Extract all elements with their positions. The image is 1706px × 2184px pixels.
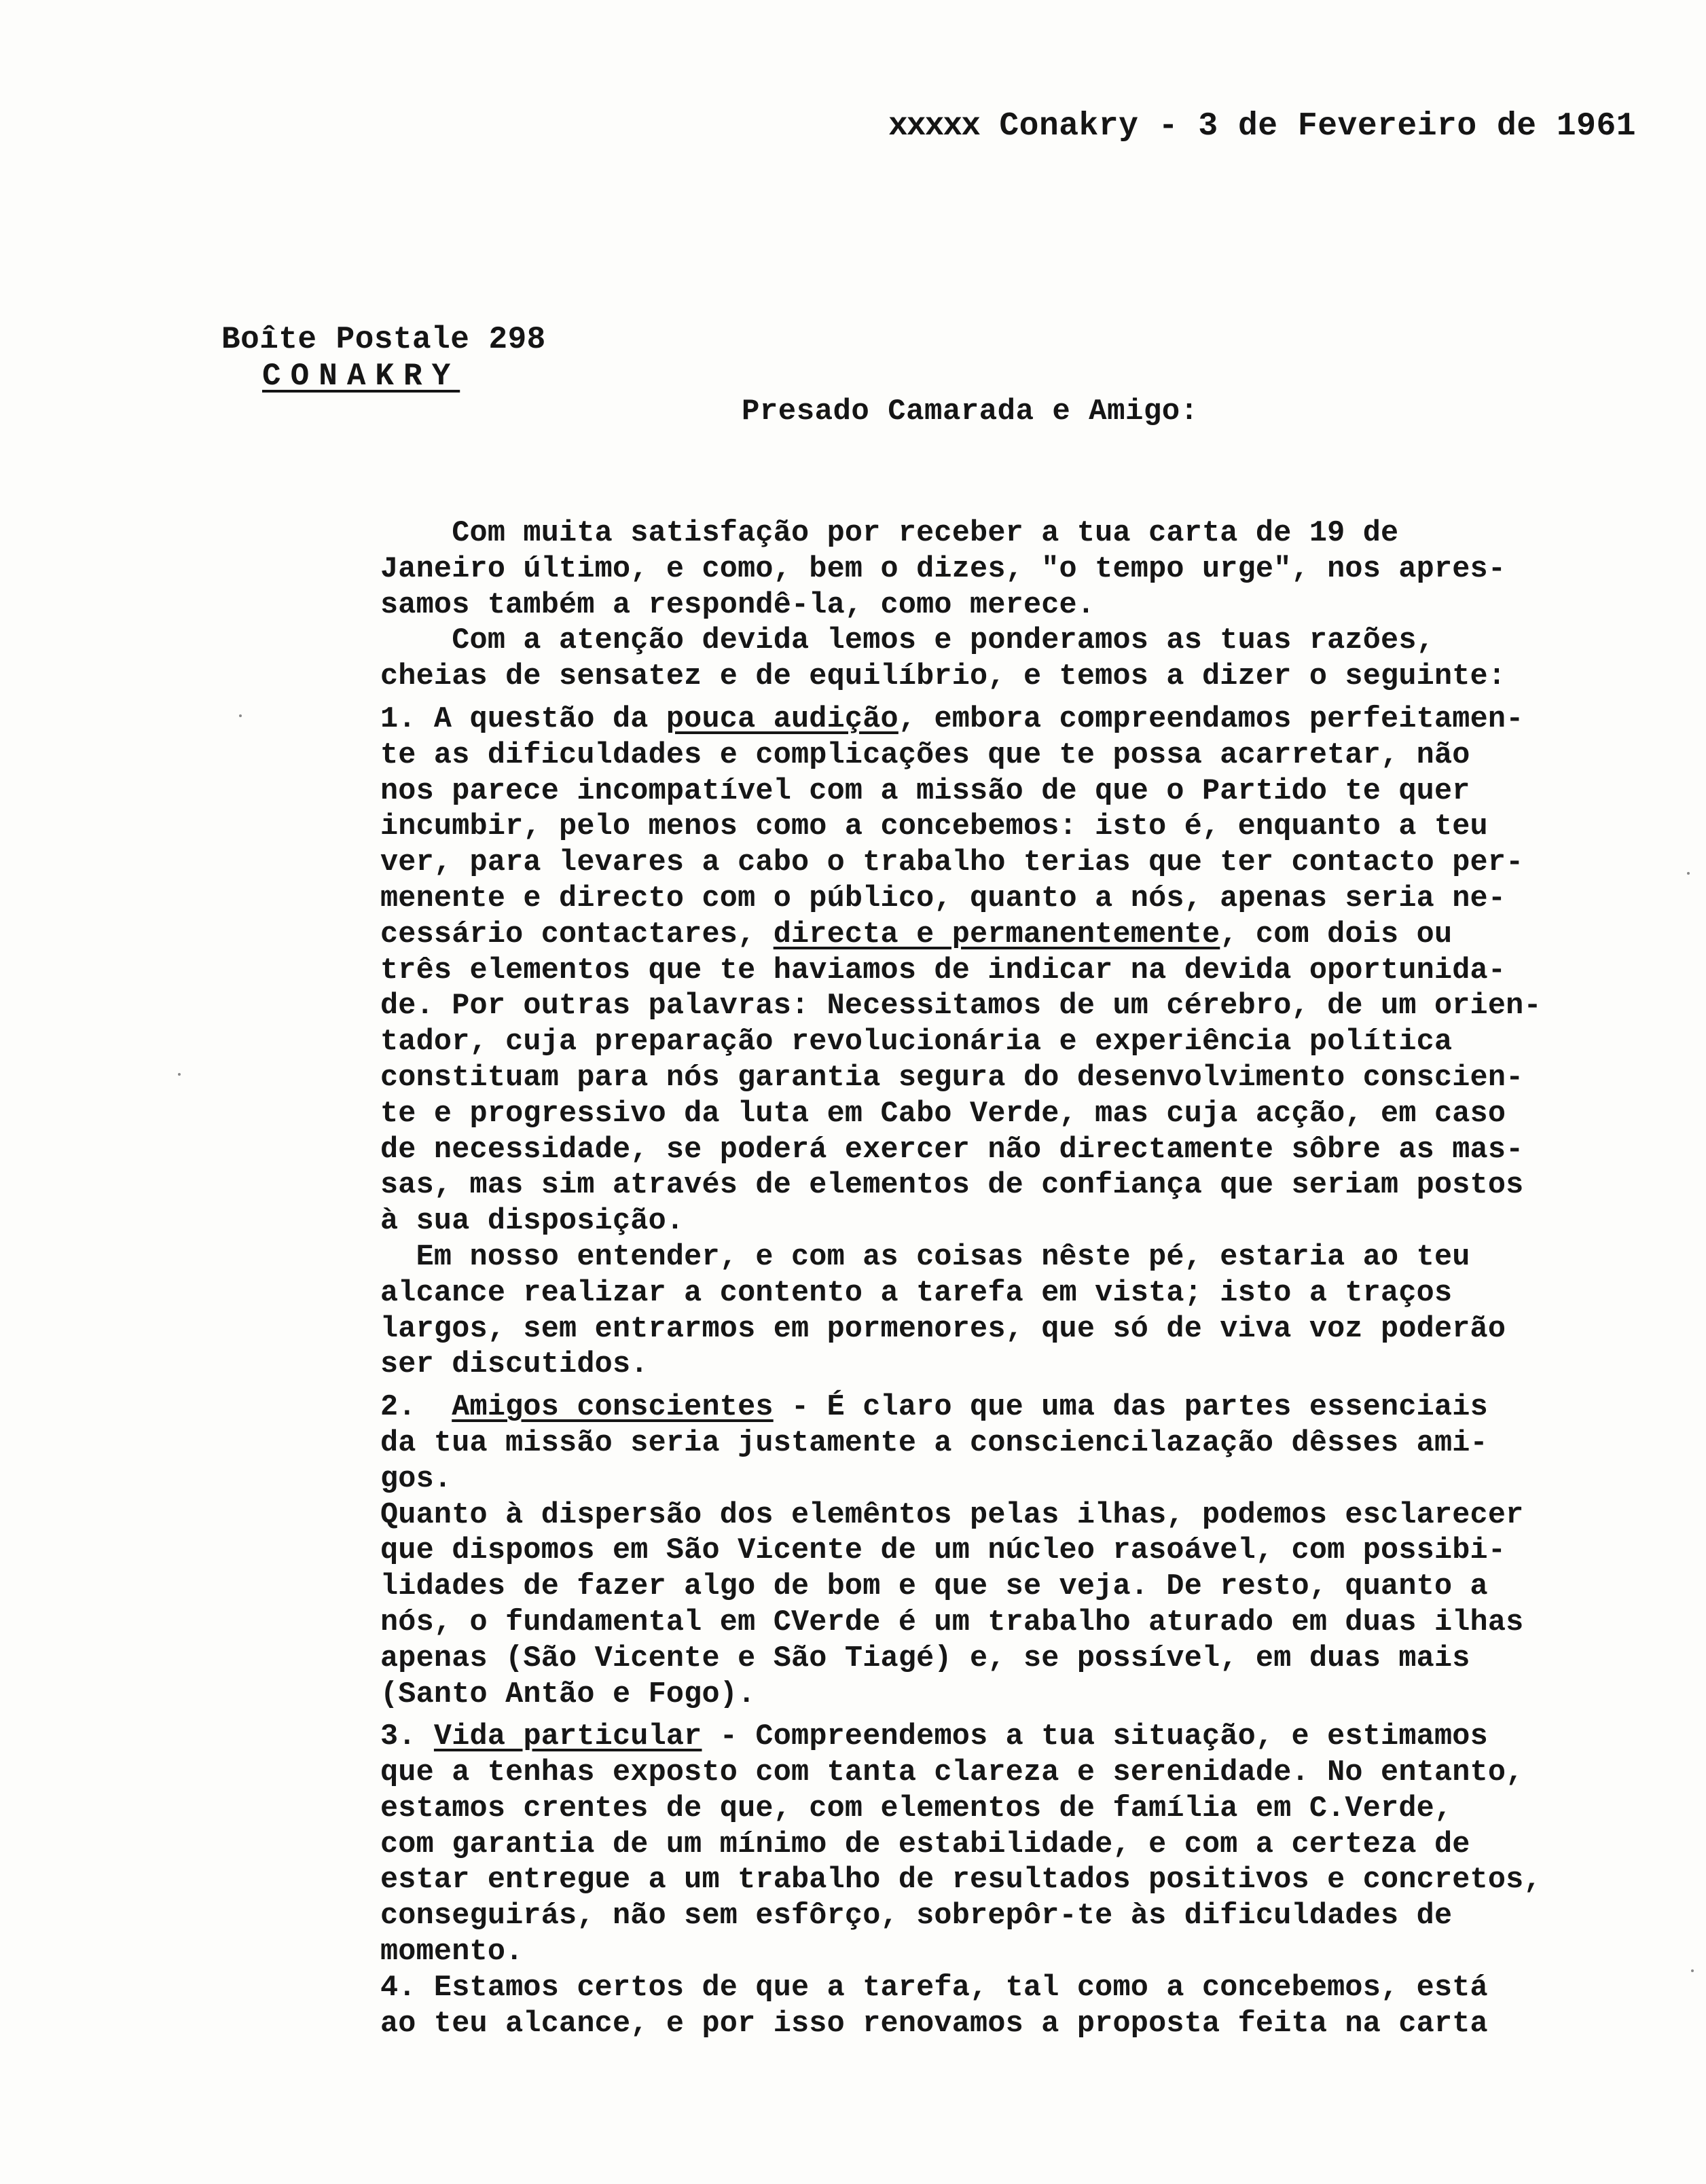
body-line: Com a atenção devida lemos e ponderamos as tuas razões, — [380, 624, 1434, 658]
paragraph-4-line: 4. Estamos certos de que a tarefa, tal como a concebemos, está — [380, 1971, 1488, 2005]
place-and-date: Conakry - 3 de Fevereiro de 1961 — [979, 108, 1637, 145]
paragraph-2-line: (Santo Antão e Fogo). — [380, 1677, 756, 1711]
paragraph-1-line: de. Por outras palavras: Necessitamos de um cérebro, de um orien- — [380, 989, 1542, 1023]
text-run: , embora compreendamos perfeitamen- — [898, 702, 1524, 736]
salutation: Presado Camarada e Amigo: — [742, 395, 1199, 429]
paragraph-1-line: nos parece incompatível com a missão de que o Partido te quer — [380, 774, 1470, 808]
text-run: 3. — [380, 1720, 434, 1754]
text-run: cessário contactares, — [380, 917, 774, 951]
paragraph-3-line: estar entregue a um trabalho de resultados positivos e concretos, — [380, 1863, 1542, 1897]
paragraph-1-line: três elementos que te haviamos de indicar na devida oportunida- — [380, 953, 1506, 987]
paragraph-1-line: te e progressivo da luta em Cabo Verde, mas cuja acção, em caso — [380, 1097, 1506, 1131]
body-line: samos também a respondê-la, como merece. — [380, 588, 1095, 622]
paragraph-2-line: da tua missão seria justamente a consciencilazação dêsses ami- — [380, 1426, 1488, 1460]
paragraph-2-line: apenas (São Vicente e São Tiagé) e, se possível, em duas mais — [380, 1641, 1470, 1675]
paragraph-3-line: estamos crentes de que, com elementos de família em C.Verde, — [380, 1791, 1453, 1825]
paragraph-1-line: incumbir, pelo menos como a concebemos: isto é, enquanto a teu — [380, 810, 1488, 844]
paragraph-3-line: momento. — [380, 1935, 524, 1969]
text-run: - Compreendemos a tua situação, e estimamos — [702, 1720, 1488, 1754]
paragraph-1-line: te as dificuldades e complicações que te possa acarretar, não — [380, 738, 1470, 772]
paragraph-2-line: nós, o fundamental em CVerde é um trabalho aturado em duas ilhas — [380, 1605, 1524, 1639]
paragraph-1-line — [380, 917, 1671, 953]
paragraph-1-line: ver, para levares a cabo o trabalho terias que ter contacto per- — [380, 846, 1524, 880]
paragraph-1-line: de necessidade, se poderá exercer não directamente sôbre as mas- — [380, 1133, 1524, 1167]
text-run: 1. A questão da — [380, 702, 666, 736]
text-run: , com dois ou — [1220, 917, 1453, 951]
paragraph-1-line — [380, 702, 1671, 738]
text-run: - É claro que uma das partes essenciais — [773, 1391, 1488, 1425]
paper-speck — [178, 1073, 181, 1076]
paragraph-1-line: menente e directo com o público, quanto a nós, apenas seria ne- — [380, 881, 1506, 915]
underlined-phrase: pouca audição — [666, 702, 899, 736]
struck-out-text: xxxxx — [888, 108, 980, 145]
paragraph-2-line — [380, 1390, 1671, 1426]
body-line: Com muita satisfação por receber a tua carta de 19 de — [380, 517, 1399, 550]
underlined-phrase: Amigos conscientes — [452, 1391, 774, 1425]
paragraph-4-line: ao teu alcance, e por isso renovamos a proposta feita na carta — [380, 2007, 1488, 2041]
underlined-phrase: directa e permanentemente — [773, 917, 1220, 951]
body-line: Janeiro último, e como, bem o dizes, "o tempo urge", nos apres- — [380, 552, 1506, 586]
paragraph-2-line: que dispomos em São Vicente de um núcleo rasoável, com possibi- — [380, 1534, 1506, 1568]
paragraph-1-line: alcance realizar a contento a tarefa em vista; isto a traços — [380, 1276, 1453, 1310]
paragraph-1-line: tador, cuja preparação revolucionária e experiência política — [380, 1025, 1453, 1059]
paragraph-3-line: com garantia de um mínimo de estabilidade, e com a certeza de — [380, 1827, 1470, 1861]
address-line-2: CONAKRY — [262, 359, 460, 394]
text-run: 2. — [380, 1391, 452, 1425]
paragraph-3-line: conseguirás, não sem esfôrço, sobrepôr-te às dificuldades de — [380, 1899, 1453, 1933]
paragraph-1-line: largos, sem entrarmos em pormenores, que só de viva voz poderão — [380, 1312, 1506, 1346]
paragraph-1-line: à sua disposição. — [380, 1205, 685, 1239]
paragraph-3-line: que a tenhas exposto com tanta clareza e serenidade. No entanto, — [380, 1756, 1524, 1790]
paragraph-1-line: Em nosso entender, e com as coisas nêste pé, estaria ao teu — [380, 1240, 1470, 1274]
paragraph-3-line — [380, 1719, 1671, 1755]
paper-speck — [1691, 1969, 1694, 1972]
date-line — [888, 109, 1636, 145]
paragraph-2-line: gos. — [380, 1462, 452, 1496]
paragraph-2-line: lidades de fazer algo de bom e que se veja. De resto, quanto a — [380, 1570, 1488, 1604]
address-line-1: Boîte Postale 298 — [221, 322, 546, 357]
underlined-phrase: Vida particular — [433, 1720, 702, 1754]
paragraph-2-line: Quanto à dispersão dos elemêntos pelas ilhas, podemos esclarecer — [380, 1498, 1524, 1532]
paragraph-1-line: sas, mas sim através de elementos de confiança que seriam postos — [380, 1169, 1524, 1203]
paragraph-1-line: ser discutidos. — [380, 1348, 649, 1382]
body-line: cheias de sensatez e de equilíbrio, e temos a dizer o seguinte: — [380, 660, 1506, 694]
paper-speck — [239, 714, 242, 717]
paper-speck — [1687, 872, 1690, 875]
letter-body — [380, 516, 1671, 2042]
paragraph-1-line: constituam para nós garantia segura do desenvolvimento conscien- — [380, 1061, 1524, 1095]
